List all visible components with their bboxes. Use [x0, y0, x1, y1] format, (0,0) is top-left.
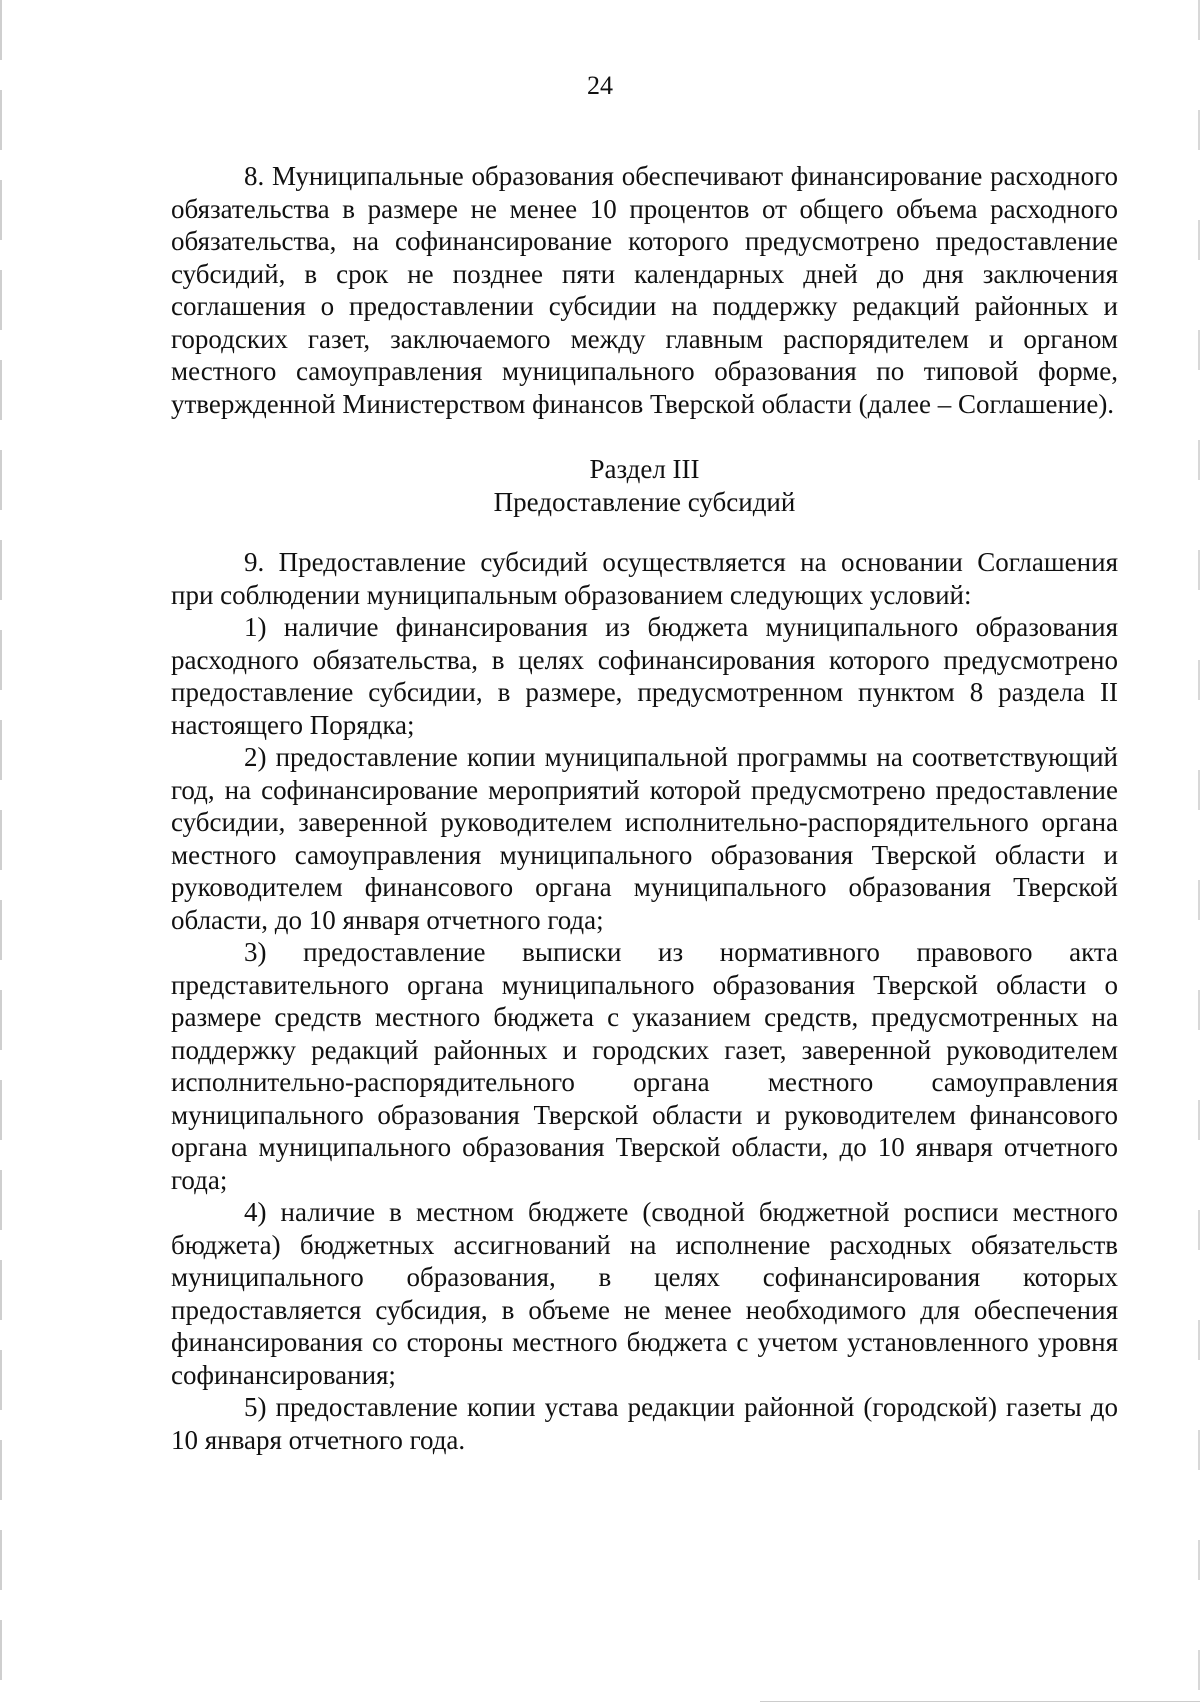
- scan-edge-bottom: [760, 1701, 1200, 1702]
- page-number: 24: [587, 71, 613, 100]
- section-label: Раздел III: [589, 454, 700, 484]
- condition-3: 3) предоставление выписки из нормативного правового акта представительного органа муниципального образования Тверской области о размере средств местного бюджета с указанием средств, предусмотренных на поддержку редакций районных и городских газет, заверенной руководителем исполнительно-распорядительного органа местного самоуправления муниципального образования Тверской области и руководителем финансового органа муниципального образования Тверской области, до 10 января отчетного года;: [171, 937, 1118, 1195]
- condition-1: 1) наличие финансирования из бюджета муниципального образования расходного обязательства, в целях софинансирования которого предусмотрено предоставление субсидии, в размере, предусмотренном пунктом 8 раздела II настоящего Порядка;: [171, 612, 1118, 740]
- document-body: [171, 160, 1118, 1456]
- condition-2: 2) предоставление копии муниципальной программы на соответствующий год, на софинансирование мероприятий которой предусмотрено предоставление субсидии, заверенной руководителем исполнительно-распорядительного органа местного самоуправления муниципального образования Тверской области и руководителем финансового органа муниципального образования Тверской области, до 10 января отчетного года;: [171, 742, 1118, 935]
- spacer: [171, 420, 1118, 453]
- spacer: [171, 518, 1118, 546]
- condition-4: 4) наличие в местном бюджете (сводной бюджетной росписи местного бюджета) бюджетных ассигнований на исполнение расходных обязательств муниципального образования, в целях софинансирования которых предоставляется субсидия, в объеме не менее необходимого для обеспечения финансирования со стороны местного бюджета с учетом установленного уровня софинансирования;: [171, 1197, 1118, 1390]
- paragraph-8: 8. Муниципальные образования обеспечивают финансирование расходного обязательства в размере не менее 10 процентов от общего объема расходного обязательства, на софинансирование которого предусмотрено предоставление субсидий, в срок не позднее пяти календарных дней до дня заключения соглашения о предоставлении субсидии на поддержку редакций районных и городских газет, заключаемого между главным распорядителем и органом местного самоуправления муниципального образования по типовой форме, утвержденной Министерством финансов Тверской области (далее – Соглашение).: [171, 161, 1118, 419]
- scan-edge-left: [0, 0, 2, 1706]
- condition-5: 5) предоставление копии устава редакции районной (городской) газеты до 10 января отчетного года.: [171, 1392, 1118, 1455]
- paragraph-9: 9. Предоставление субсидий осуществляется на основании Соглашения при соблюдении муниципальным образованием следующих условий:: [171, 547, 1118, 610]
- section-title: Предоставление субсидий: [493, 486, 796, 517]
